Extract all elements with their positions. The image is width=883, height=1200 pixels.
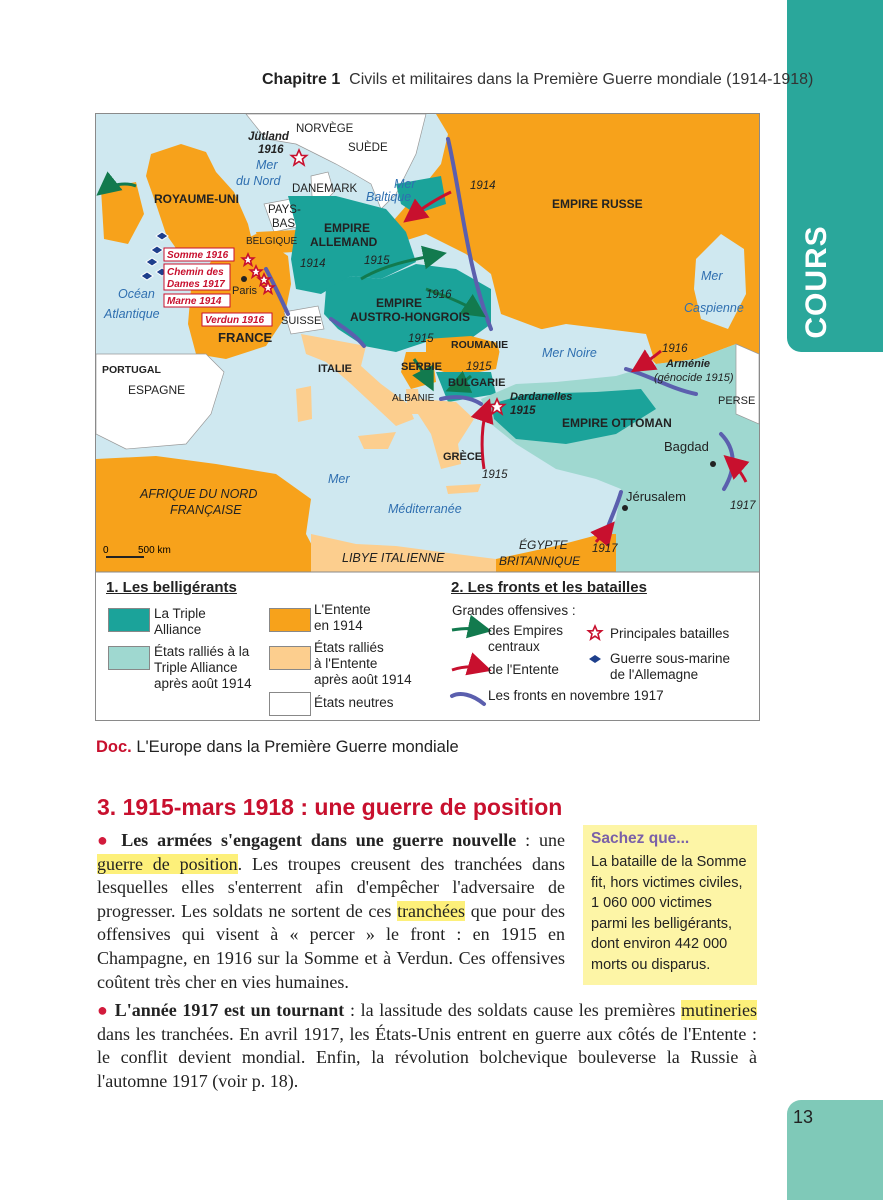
label-libye: LIBYE ITALIENNE (342, 551, 445, 565)
paragraph-1-text: : une (516, 830, 566, 850)
battle-label-marne: Marne 1914 (167, 296, 222, 307)
bullet-icon: ● (97, 1000, 110, 1020)
paragraph-2-text: : la lassitude des soldats cause les premières (344, 1000, 682, 1020)
paragraph-2-text: dans les tranchées. En avril 1917, les États-Unis entrent en guerre aux côtés de l'Entente : le conflit devient mondial. Enfin, la révolution bolchevique bouleverse la Russie à l'automne 1917 (voir p. 18). (97, 1023, 757, 1091)
legend-section2-title: 2. Les fronts et les batailles (451, 579, 647, 596)
swatch-allies-entente (269, 646, 311, 670)
label-espagne: ESPAGNE (128, 383, 186, 397)
year-1916-armenie: 1916 (662, 343, 688, 355)
label-bagdad: Bagdad (664, 439, 709, 454)
swatch-allies-triple (108, 646, 150, 670)
label-genocide: (génocide 1915) (654, 372, 734, 384)
battle-label-chemin-des-dames-line1: Chemin des (167, 267, 224, 278)
label-pays-bas-1: PAYS- (268, 204, 301, 216)
legend-green-arrow (452, 629, 486, 631)
label-belgique: BELGIQUE (246, 236, 298, 247)
label-mer-caspienne-1: Mer (701, 269, 723, 283)
paris-dot (241, 276, 247, 282)
legend-offensives-title: Grandes offensives : (452, 603, 576, 618)
label-mer-noire: Mer Noire (542, 346, 597, 360)
page-number: 13 (793, 1107, 814, 1127)
year-1915-allemagne: 1915 (364, 255, 390, 267)
paragraph-1-text: . Les troupes creusent des tranchées dans lesquelles elles s'enterrent afin d'empêcher l'adversaire de progresser. Les soldats ne sortent de ces (97, 853, 565, 921)
label-ocean-1: Océan (118, 287, 155, 301)
year-1915-bulgarie: 1915 (466, 361, 492, 373)
legend-text: Alliance (154, 622, 202, 637)
label-empire-ah-2: AUSTRO-HONGROIS (350, 310, 470, 324)
legend-text: États ralliés (314, 640, 384, 655)
label-ocean-2: Atlantique (104, 307, 160, 321)
label-mer-caspienne-2: Caspienne (684, 301, 744, 315)
sachez-que-title: Sachez que... (591, 830, 690, 847)
label-empire-ah-1: EMPIRE (376, 296, 423, 310)
legend-text: La Triple (154, 606, 206, 621)
legend-submarine (610, 651, 730, 683)
label-italie: ITALIE (318, 363, 353, 375)
label-suede: SUÈDE (348, 142, 388, 154)
label-empire-allemand-1: EMPIRE (324, 221, 371, 235)
caption-doc-label: Doc. (96, 738, 132, 756)
legend-text: Guerre sous-marine (610, 651, 731, 666)
region-sardaigne (296, 386, 312, 422)
label-egypte-2: BRITANNIQUE (499, 554, 581, 568)
bullet-icon: ● (97, 830, 113, 850)
swatch-neutral (269, 692, 311, 716)
label-danemark: DANEMARK (292, 183, 358, 195)
scale-zero: 0 (103, 545, 109, 556)
label-egypte-1: ÉGYPTE (519, 538, 568, 552)
label-dardanelles: Dardanelles (510, 391, 573, 403)
label-jutland: Jütland (248, 131, 289, 143)
legend-battles: Principales batailles (610, 626, 730, 641)
legend-triple-alliance (154, 606, 206, 638)
bagdad-dot (710, 461, 716, 467)
figure-caption (96, 738, 459, 757)
legend-text: à l'Entente (314, 656, 378, 671)
swatch-triple-alliance (108, 608, 150, 632)
swatch-entente (269, 608, 311, 632)
paragraph-1 (97, 829, 565, 994)
paragraph-2-lead: L'année 1917 est un tournant (114, 1000, 345, 1020)
chapter-title: Civils et militaires dans la Première Guerre mondiale (1914-1918) (349, 71, 814, 88)
label-empire-russe: EMPIRE RUSSE (552, 197, 643, 211)
keyword-mutineries: mutineries (681, 1000, 758, 1020)
label-royaume-uni: ROYAUME-UNI (154, 192, 239, 206)
label-suisse: SUISSE (281, 315, 322, 327)
label-jutland-year: 1916 (258, 144, 284, 156)
legend-allies-entente (314, 640, 412, 688)
legend-neutral: États neutres (314, 695, 394, 710)
section-title: 3. 1915-mars 1918 : une guerre de position (97, 794, 563, 820)
label-paris: Paris (232, 285, 258, 297)
legend-entente (314, 602, 371, 634)
label-bulgarie: BULGARIE (448, 377, 506, 389)
legend-text: centraux (488, 639, 540, 654)
label-empire-ottoman: EMPIRE OTTOMAN (562, 416, 672, 430)
running-head (262, 71, 813, 89)
label-afrique-2: FRANÇAISE (170, 503, 242, 517)
paragraph-2 (97, 999, 757, 1093)
label-albanie: ALBANIE (392, 393, 435, 404)
legend-battle-star (588, 626, 601, 639)
legend-text: L'Entente (314, 602, 371, 617)
year-1914-russie: 1914 (470, 180, 496, 192)
sachez-que-body: La bataille de la Somme fit, hors victimes civiles, 1 060 000 victimes parmi les belligérants, dont environ 442 000 morts ou disparus. (591, 854, 747, 973)
year-1915-dardanelles: 1915 (510, 405, 536, 417)
legend-entente-offensive: de l'Entente (488, 662, 559, 677)
year-1915-grece: 1915 (482, 469, 508, 481)
year-1916-ah: 1916 (426, 289, 452, 301)
year-1915-serbie: 1915 (408, 333, 434, 345)
label-roumanie: ROUMANIE (451, 339, 509, 351)
label-mer-baltique-2: Baltique (366, 190, 412, 204)
scale-distance: 500 km (138, 545, 171, 556)
legend-text: de l'Allemagne (610, 667, 699, 682)
legend-section1-title: 1. Les belligérants (106, 579, 237, 596)
label-empire-allemand-2: ALLEMAND (310, 235, 378, 249)
label-mer-med-2: Méditerranée (388, 502, 462, 516)
label-jerusalem: Jérusalem (626, 489, 686, 504)
label-france: FRANCE (218, 330, 273, 345)
legend-text: Triple Alliance (154, 660, 238, 675)
caption-text: L'Europe dans la Première Guerre mondiale (136, 738, 459, 756)
jerusalem-dot (622, 505, 628, 511)
label-mer-baltique-1: Mer (394, 177, 416, 191)
legend-submarine-diamond (589, 655, 601, 663)
legend-front-line (452, 694, 484, 704)
legend-text: en 1914 (314, 618, 363, 633)
keyword-guerre-de-position: guerre de position (97, 853, 238, 874)
label-perse: PERSE (718, 395, 756, 407)
label-mer-med-1: Mer (328, 472, 350, 486)
battle-label-chemin-des-dames-line2: Dames 1917 (167, 279, 225, 290)
label-pays-bas-2: BAS (272, 218, 296, 230)
legend-text: États ralliés à la (154, 644, 250, 659)
legend-red-arrow (452, 667, 486, 670)
chapter-label: Chapitre 1 (262, 71, 341, 88)
paragraph-1-text: que pour des offensives qui visent à « percer » le front : en 1915 en Champagne, en 1916 sur la Somme et à Verdun. Ces offensives coûtent très cher en vies humaines. (97, 900, 565, 992)
label-serbie: SERBIE (401, 361, 442, 373)
label-armenie: Arménie (666, 358, 711, 370)
side-tab-label-box (787, 222, 847, 342)
label-grece: GRÈCE (443, 451, 483, 463)
legend-central (488, 623, 563, 655)
legend-fronts: Les fronts en novembre 1917 (488, 688, 664, 703)
battle-label-somme: Somme 1916 (167, 250, 229, 261)
label-mer-du-nord-1: Mer (256, 158, 278, 172)
region-perse (736, 344, 759, 424)
year-1914-allemagne: 1914 (300, 258, 326, 270)
battle-label-verdun: Verdun 1916 (205, 315, 265, 326)
year-1917-palestine: 1917 (592, 543, 618, 555)
map-figure (95, 113, 760, 721)
label-mer-du-nord-2: du Nord (236, 174, 281, 188)
side-tab-label: COURS (800, 225, 833, 339)
label-norvege: NORVÈGE (296, 123, 354, 135)
year-1917-bagdad: 1917 (730, 500, 756, 512)
keyword-tranchees: tranchées (397, 900, 466, 921)
paragraph-1-lead: Les armées s'engagent dans une guerre nouvelle (121, 830, 517, 850)
legend-allies-triple (154, 644, 252, 692)
legend-text: après août 1914 (314, 672, 412, 687)
legend-text: après août 1914 (154, 676, 252, 691)
label-afrique-1: AFRIQUE DU NORD (140, 487, 258, 501)
legend-text: des Empires (488, 623, 564, 638)
label-portugal: PORTUGAL (102, 364, 161, 376)
